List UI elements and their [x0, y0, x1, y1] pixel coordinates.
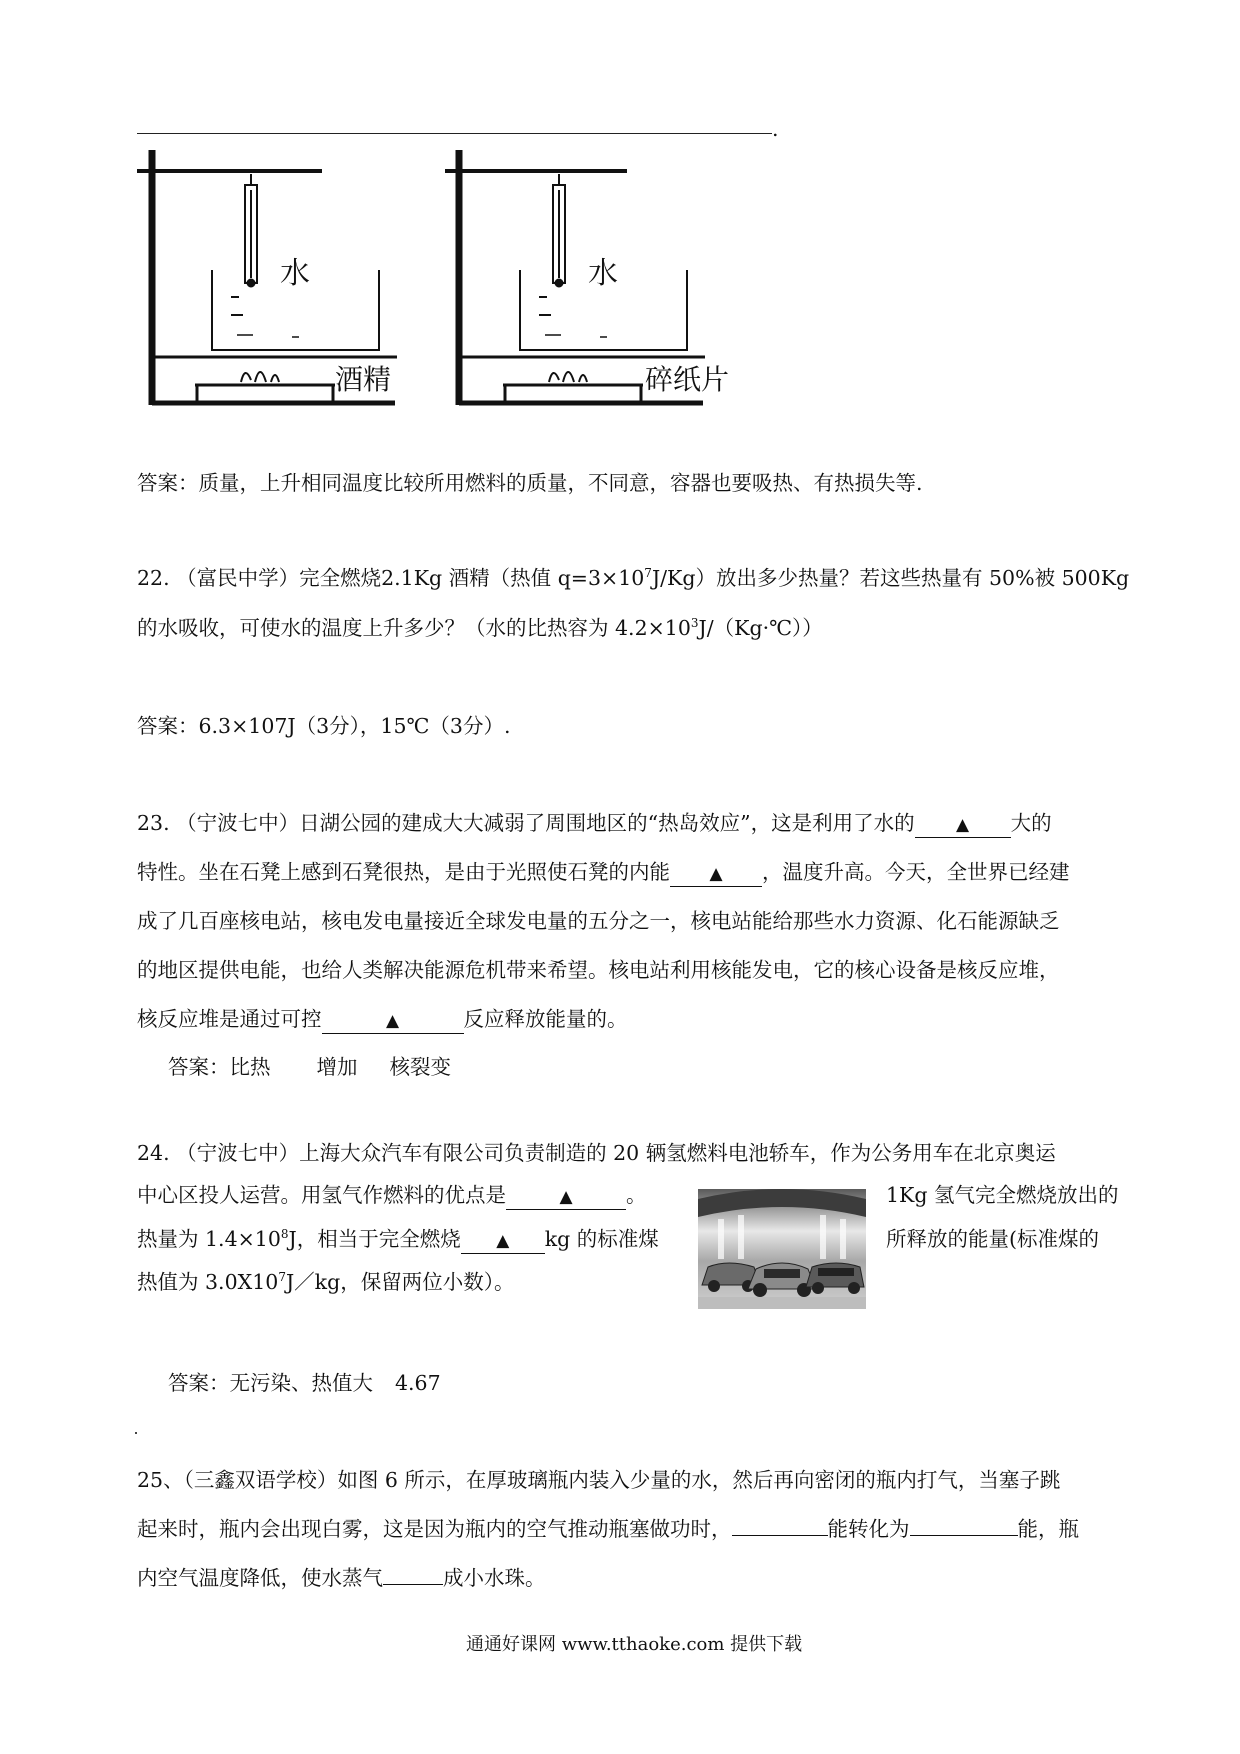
- q25-text-b: 能转化为: [827, 1517, 910, 1541]
- q23-text-b: 大的: [1010, 811, 1052, 835]
- q25-text-d: 内空气温度降低，使水蒸气: [137, 1566, 383, 1590]
- q24-line-2: [137, 1180, 647, 1210]
- q25-line-2: [137, 1514, 1079, 1544]
- triangle-marker: ▲: [709, 864, 723, 884]
- figure-label-alcohol: 酒精: [335, 363, 392, 396]
- q24-answer-prefix: 答案：: [168, 1371, 230, 1395]
- q24-text-g: J／kg，保留两位小数）。: [285, 1270, 515, 1294]
- figure-label-paper-scraps: 碎纸片: [645, 363, 730, 396]
- q23-answer-2: 增加: [316, 1055, 358, 1079]
- period-mark: .: [772, 117, 779, 141]
- q24-text-a: 中心区投人运营。用氢气作燃料的优点是: [137, 1183, 506, 1207]
- q23-answer: [168, 1052, 451, 1082]
- q24-exp-1: 8: [280, 1227, 289, 1242]
- q23-answer-prefix: 答案：: [168, 1055, 230, 1079]
- q25-text-c: 能，瓶: [1017, 1517, 1079, 1541]
- q25-text-e: 成小水珠。: [443, 1566, 546, 1590]
- q25-blank-2[interactable]: [910, 1535, 1018, 1536]
- q24-text-e: kg 的标准煤: [544, 1227, 659, 1251]
- footer-site-name: 通通好课网: [466, 1634, 556, 1655]
- q24-blank-1[interactable]: [506, 1183, 626, 1210]
- q24-answer: [168, 1368, 441, 1398]
- figure-label-water-right: 水: [588, 256, 618, 291]
- q24-line-1: 24. （宁波七中）上海大众汽车有限公司负责制造的 20 辆氢燃料电池轿车，作为公务用车在北京奥运: [137, 1141, 1056, 1165]
- q23-text-c: 特性。坐在石凳上感到石凳很热，是由于光照使石凳的内能: [137, 860, 670, 884]
- q24-text-d: J，相当于完全燃烧: [288, 1227, 461, 1251]
- q23-blank-2[interactable]: [670, 860, 762, 887]
- q22-text-d: J/（Kg·℃））: [698, 616, 823, 640]
- q23-text-a: 23. （宁波七中）日湖公园的建成大大减弱了周围地区的“热岛效应”，这是利用了水的: [137, 811, 915, 835]
- q24-answer-2: 4.67: [395, 1371, 441, 1395]
- q23-line-5: [137, 1004, 628, 1034]
- q25-line-3: [137, 1563, 546, 1593]
- q23-line-1: [137, 808, 1052, 838]
- figure-label-water-left: 水: [280, 256, 310, 291]
- q22-line-1: [137, 563, 1129, 593]
- q22-line-2: [137, 613, 823, 643]
- triangle-marker: ▲: [496, 1231, 510, 1251]
- footer-link[interactable]: www.tthaoke.com: [561, 1634, 725, 1655]
- q23-line-3: 成了几百座核电站，核电发电量接近全球发电量的五分之一，核电站能给那些水力资源、化石能源缺乏: [137, 909, 1060, 933]
- hydrogen-cars-photo: [698, 1189, 866, 1309]
- q24-line-3: [137, 1224, 659, 1254]
- triangle-marker: ▲: [956, 815, 970, 835]
- q23-answer-3: 核裂变: [389, 1055, 451, 1079]
- q23-line-4: 的地区提供电能，也给人类解决能源危机带来希望。核电站利用核能发电，它的核心设备是核反应堆，: [137, 958, 1060, 982]
- triangle-marker: ▲: [559, 1187, 573, 1207]
- q22-text-c: 的水吸收，可使水的温度上升多少？（水的比热容为 4.2×10: [137, 616, 691, 640]
- q22-text-b: J/Kg）放出多少热量？若这些热量有 50%被 500Kg: [651, 566, 1130, 590]
- q23-blank-1[interactable]: [915, 811, 1011, 838]
- q23-answer-1: 比热: [229, 1055, 271, 1079]
- page-footer: [466, 1630, 802, 1656]
- q25-text-a: 起来时，瓶内会出现白雾，这是因为瓶内的空气推动瓶塞做功时，: [137, 1517, 732, 1541]
- q22-exp-1: 7: [644, 566, 652, 581]
- q24-text-f: 热值为 3.0X10: [137, 1270, 279, 1294]
- q24-line-2-right: 1Kg 氢气完全燃烧放出的: [886, 1183, 1119, 1207]
- answer-blank-line: [137, 133, 772, 134]
- q23-blank-3[interactable]: [322, 1007, 464, 1034]
- stray-dot: [135, 1432, 137, 1434]
- q22-text-a: 22. （富民中学）完全燃烧2.1Kg 酒精（热值 q=3×10: [137, 566, 645, 590]
- q25-blank-1[interactable]: [732, 1535, 828, 1536]
- q24-text-b: 。: [626, 1183, 647, 1207]
- q24-text-c: 热量为 1.4×10: [137, 1227, 281, 1251]
- q23-line-2: [137, 857, 1070, 887]
- q24-line-3-right: 所释放的能量(标准煤的: [886, 1227, 1099, 1251]
- q24-answer-1: 无污染、热值大: [229, 1371, 373, 1395]
- q24-exp-2: 7: [278, 1270, 286, 1285]
- q21-answer: 答案：质量，上升相同温度比较所用燃料的质量，不同意，容器也要吸热、有热损失等.: [137, 471, 923, 495]
- q25-line-1: 25、（三鑫双语学校）如图 6 所示，在厚玻璃瓶内装入少量的水，然后再向密闭的瓶内打气，当塞子跳: [137, 1468, 1061, 1492]
- triangle-marker: ▲: [385, 1011, 400, 1031]
- q23-text-f: 反应释放能量的。: [463, 1007, 628, 1031]
- q24-blank-2[interactable]: [461, 1227, 545, 1254]
- q23-text-d: ，温度升高。今天，全世界已经建: [762, 860, 1070, 884]
- q22-exp-2: 3: [690, 616, 699, 631]
- q25-blank-3[interactable]: [383, 1584, 443, 1585]
- footer-download-text: 提供下载: [730, 1634, 803, 1655]
- q24-line-4: [137, 1267, 514, 1297]
- q23-text-e: 核反应堆是通过可控: [137, 1007, 322, 1031]
- q22-answer: 答案：6.3×107J（3分），15℃（3分）.: [137, 714, 511, 738]
